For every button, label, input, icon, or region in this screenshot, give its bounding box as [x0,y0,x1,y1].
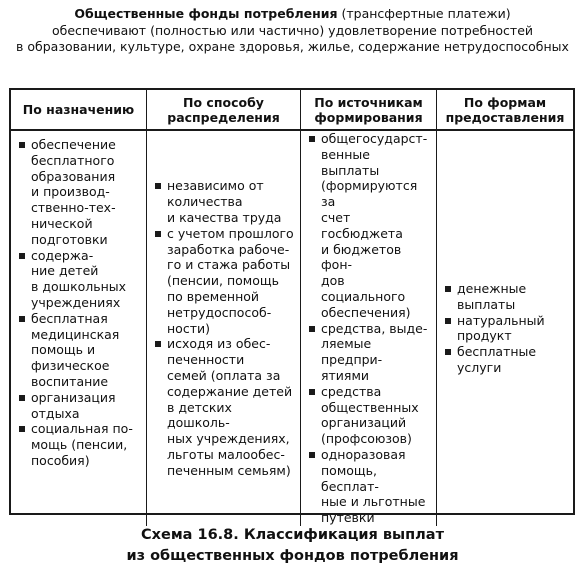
column-sources [301,131,437,526]
list-item: бесплатная медицинская помощь и физическое воспитание [17,311,142,390]
list-item: организация отдыха [17,390,142,422]
column-purpose [11,131,147,526]
list-item: денежные выплаты [443,281,569,313]
column-forms [437,131,573,526]
list-item: натуральный продукт [443,313,569,345]
list-item: средства, выде- ляемые предпри- ятиями [307,321,432,384]
intro-line-2: обеспечивают (полностью или частично) удовлетворение потребностей [51,22,534,38]
intro-text [8,6,577,56]
list-item: обеспечение бесплатного образования и производ- ственно-тех- нической подготовки [17,137,142,248]
list-item: бесплатные услуги [443,344,569,376]
list-item: общегосударст- венные выплаты (формируются за счет госбюджета и бюджетов фон- дов социального обеспечения) [307,131,432,321]
figure-caption [0,525,585,567]
intro-line-1-rest: (трансфертные платежи) [337,6,511,21]
intro-line-1 [8,6,577,23]
column-header-distribution: По способу распределения [147,90,301,131]
intro-line-3: в образовании, культуре, охране здоровья, жилье, содержание нетрудоспособных [16,39,569,54]
caption-line-1: Схема 16.8. Классификация выплат [140,527,444,543]
intro-term: Общественные фонды потребления [74,6,338,21]
list-item: средства общественных организаций (профсоюзов) [307,384,432,447]
list-item: исходя из обес- печенности семей (оплата за содержание детей в детских дошколь- ных учреждениях, льготы малообес- печенным семьям) [153,336,296,478]
list-item: с учетом прошлого заработка рабоче- го и стажа работы (пенсии, помощь по временной нетрудоспособ- ности) [153,226,296,337]
list-item: содержа- ние детей в дошкольных учреждениях [17,248,142,311]
column-header-sources: По источникам формирования [301,90,437,131]
column-header-purpose: По назначению [11,90,147,131]
caption-line-2: из общественных фондов потребления [126,548,459,564]
column-header-forms: По формам предоставления [437,90,573,131]
list-item: социальная по- мощь (пенсии, пособия) [17,421,142,468]
list-item: одноразовая помощь, бесплат- ные и льготные путевки [307,447,432,526]
classification-table [9,88,575,526]
column-distribution [147,131,301,526]
list-item: независимо от количества и качества труда [153,178,296,225]
